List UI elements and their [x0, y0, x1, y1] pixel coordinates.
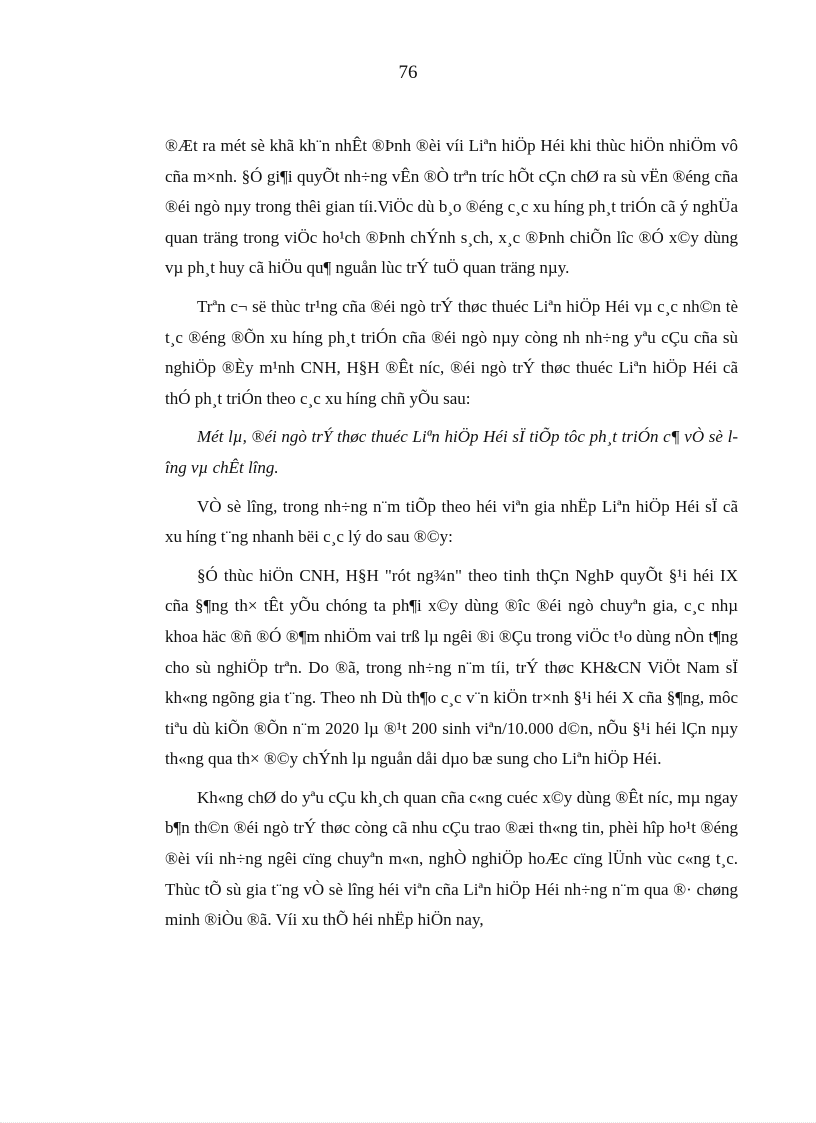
document-body — [165, 131, 738, 944]
paragraph-4: VÒ sè lîng, trong nh÷ng n¨m tiÕp theo héi viªn gia nhËp Liªn hiÖp Héi sÏ cã xu híng t¨ng nhanh bëi c¸c lý do sau ®©y: — [165, 496, 738, 547]
paragraph-1: ®Æt ra mét sè khã kh¨n nhÊt ®Þnh ®èi víi Liªn hiÖp Héi khi thùc hiÖn nhiÖm vô cña m×nh. §Ó gi¶i quyÕt nh÷ng vÊn ®Ò trªn tríc hÕt cÇn chØ ra sù vËn ®éng cña ®éi ngò nµy trong thêi gian tíi.ViÖc dù b¸o ®éng c¸c xu híng ph¸t triÓn cã ý nghÜa quan träng trong viÖc ho¹ch ®Þnh chÝnh s¸ch, x¸c ®Þnh chiÕn lîc ®Ó x©y dùng vµ ph¸t huy cã hiÖu qu¶ nguån lùc trÝ tuÖ quan träng nµy. — [165, 136, 738, 278]
paragraph-6: Kh«ng chØ do yªu cÇu kh¸ch quan cña c«ng cuéc x©y dùng ®Êt níc, mµ ngay b¶n th©n ®éi ngò trÝ thøc còng cã nhu cÇu trao ®æi th«ng tin, phèi hîp ho¹t ®éng ®èi víi nh÷ng ngêi cïng chuyªn m«n, nghÒ nghiÖp hoÆc cïng lÜnh vùc c«ng t¸c. Thùc tÕ sù gia t¨ng vÒ sè lîng héi viªn cña Liªn hiÖp Héi nh÷ng n¨m qua ®· chøng minh ®iÒu ®ã. Víi xu thÕ héi nhËp hiÖn nay, — [165, 787, 738, 930]
paragraph-5: §Ó thùc hiÖn CNH, H§H "rót ng¾n" theo tinh thÇn NghÞ quyÕt §¹i héi IX cña §¶ng th× tÊt yÕu chóng ta ph¶i x©y dùng ®îc ®éi ngò chuyªn gia, c¸c nhµ khoa häc ®ñ ®Ó ®¶m nhiÖm vai trß lµ ngêi ®i ®Çu trong viÖc t¹o dùng nÒn t¶ng cho sù nghiÖp trªn. Do ®ã, trong nh÷ng n¨m tíi, trÝ thøc KH&CN ViÖt Nam sÏ kh«ng ngõng gia t¨ng. Theo nh Dù th¶o c¸c v¨n kiÖn tr×nh §¹i héi X cña §¶ng, môc tiªu dù kiÕn ®Õn n¨m 2020 lµ ®¹t 200 sinh viªn/10.000 d©n, nÕu §¹i héi lÇn nµy th«ng qua th× ®©y chÝnh lµ nguån dåi dµo bæ sung cho Liªn hiÖp Héi. — [165, 565, 738, 769]
page-number: 76 — [398, 62, 418, 83]
paragraph-2: Trªn c¬ së thùc tr¹ng cña ®éi ngò trÝ thøc thuéc Liªn hiÖp Héi vµ c¸c nh©n tè t¸c ®éng ®Õn xu híng ph¸t triÓn cña ®éi ngò nµy còng nh nh÷ng yªu cÇu cña sù nghiÖp ®Èy m¹nh CNH, H§H ®Êt níc, ®éi ngò trÝ thøc thuéc Liªn hiÖp Héi cã thÓ ph¸t triÓn theo c¸c xu híng chñ yÕu sau: — [165, 296, 738, 408]
paragraph-3-heading: Mét lµ, ®éi ngò trÝ thøc thuéc Liªn hiÖp Héi sÏ tiÕp tôc ph¸t triÓn c¶ vÒ sè lîng vµ chÊt lîng. — [165, 427, 738, 477]
